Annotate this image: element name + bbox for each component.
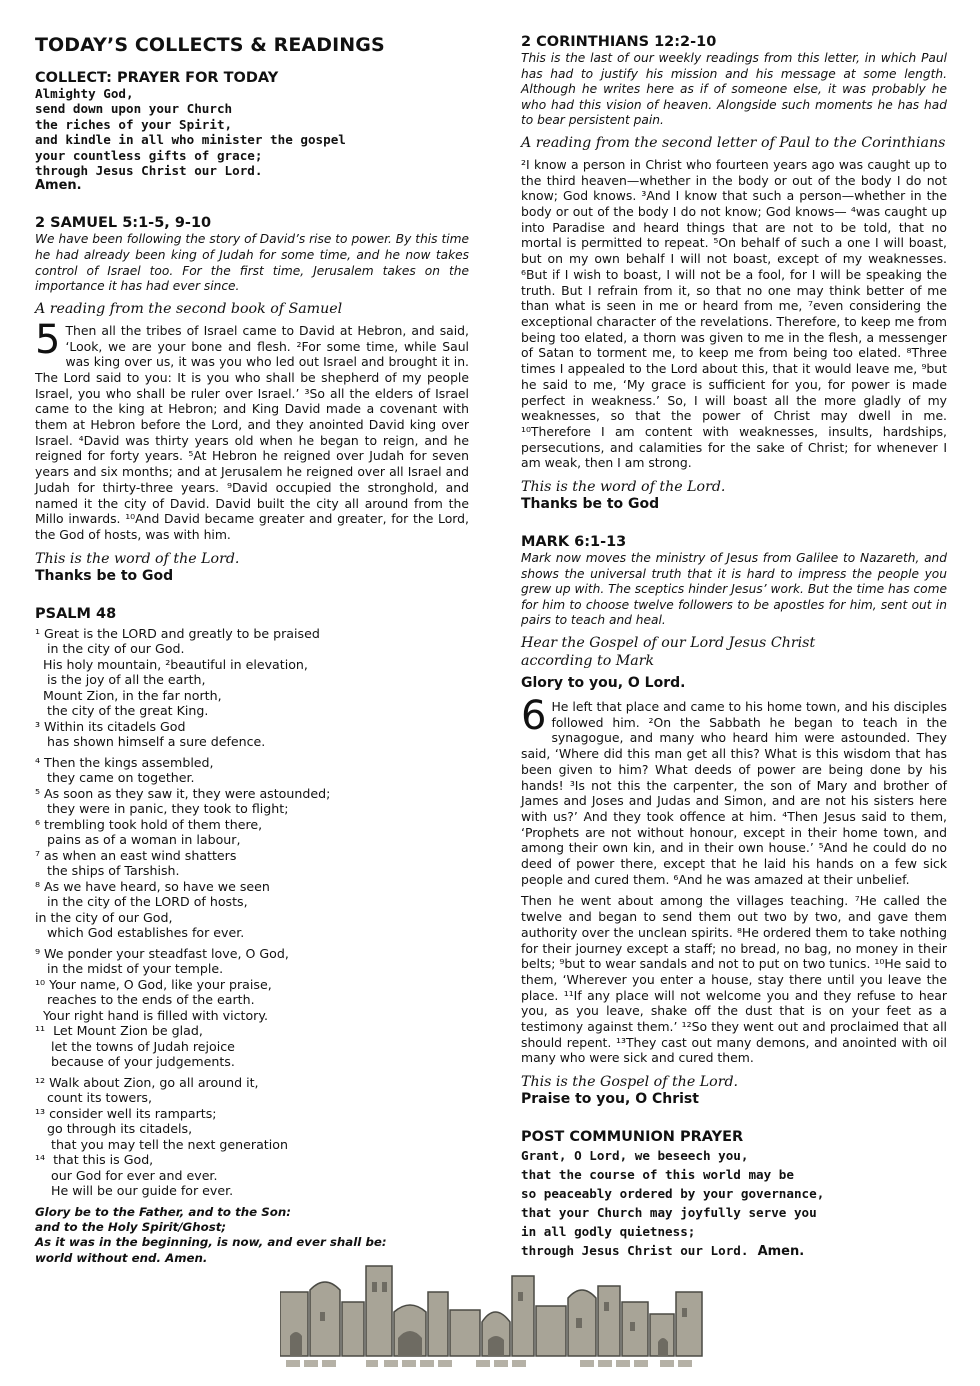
psalm-line: pains as of a woman in labour,	[35, 832, 241, 848]
post-communion-section	[521, 1129, 947, 1259]
samuel-response-1: This is the word of the Lord.	[35, 550, 240, 567]
skyline-building	[450, 1310, 480, 1356]
psalm-line: the ships of Tarshish.	[35, 863, 180, 879]
post-communion-amen: Amen.	[757, 1244, 805, 1260]
psalm-stanza	[35, 626, 469, 750]
psalm-line: has shown himself a sure defence.	[35, 734, 266, 750]
psalm-line: Your right hand is filled with victory.	[35, 1007, 268, 1023]
psalm-line: go through its citadels,	[35, 1121, 193, 1137]
psalm-line: ⁹ We ponder your steadfast love, O God,	[35, 945, 289, 961]
psalm-line: count its towers,	[35, 1090, 152, 1106]
psalm-line: reaches to the ends of the earth.	[35, 992, 255, 1008]
psalm-line: is the joy of all the earth,	[35, 672, 206, 688]
corinthians-response-1: This is the word of the Lord.	[521, 479, 726, 496]
psalm-line: ⁷ as when an east wind shatters	[35, 847, 237, 863]
psalm-line: ¹ Great is the LORD and greatly to be praised	[35, 625, 320, 641]
psalm-line: in the city of the LORD of hosts,	[35, 894, 248, 910]
mark-chapter-number: 6	[521, 693, 547, 739]
mark-section	[521, 534, 947, 1107]
collect-section	[35, 70, 469, 193]
mark-acclaim: Glory to you, O Lord.	[521, 675, 686, 691]
samuel-chapter-number: 5	[35, 316, 61, 363]
psalm-line: ¹³ consider well its ramparts;	[35, 1105, 217, 1121]
psalm-line: ¹¹ Let Mount Zion be glad,	[35, 1023, 203, 1039]
jerusalem-skyline-illustration	[280, 1262, 710, 1372]
psalm-section	[35, 606, 469, 1267]
page-title: TODAY’S COLLECTS & READINGS	[35, 34, 385, 56]
collect-heading: COLLECT: PRAYER FOR TODAY	[35, 70, 279, 86]
psalm-line: in the city of our God,	[35, 909, 173, 925]
skyline-tall-tower	[366, 1266, 392, 1356]
mark-heading: MARK 6:1-13	[521, 534, 627, 551]
corinthians-section	[521, 34, 947, 512]
mark-response-2: Praise to you, O Christ	[521, 1091, 699, 1108]
corinthians-response-2: Thanks be to God	[521, 496, 660, 513]
skyline-building	[536, 1306, 566, 1356]
psalm-stanza	[35, 1075, 469, 1199]
post-communion-heading: POST COMMUNION PRAYER	[521, 1129, 744, 1146]
psalm-line: they were in panic, they took to flight;	[35, 801, 289, 817]
psalm-stanza	[35, 755, 469, 941]
samuel-intro: We have been following the story of David’s rise to power. By this time he had already been king of Judah for some time, and he now takes control of Israel too. For the first time, Jerusalem takes on the importance it has had ever since.	[35, 232, 469, 294]
psalm-heading: PSALM 48	[35, 605, 117, 622]
psalm-line: ⁸ As we have heard, so have we seen	[35, 878, 270, 894]
mark-text-1: He left that place and came to his home town, and his disciples followed him. ²On the Sabbath he began to teach in the synagogue, and many who heard him were astounded. They said, ‘Where did this man get all this? What is this wisdom that has been given to him? What deeds of power are being done by his hands! ³Is not this the carpenter, the son of Mary and brother of James and Joses and Judas and Simon, and are not his sisters here with us?’ And they took offence at him. ⁴Then Jesus said to them, ‘Prophets are not without honour, except in their home town, and among their own kin, and in their own house.’ ⁵And he could do no deed of power there, except that he laid his hands on a few sick people and cured them. ⁶And he was amazed at their unbelief.	[521, 699, 947, 887]
skyline-building	[342, 1302, 364, 1356]
skyline-tower	[598, 1286, 620, 1356]
psalm-line: let the towns of Judah rejoice	[35, 1038, 235, 1054]
psalm-line: ⁴ Then the kings assembled,	[35, 754, 214, 770]
mark-text-2: Then he went about among the villages teaching. ⁷He called the twelve and began to send them out two by two, and gave them authority over the unclean spirits. ⁸He ordered them to take nothing for their journey except a staff; no bread, no bag, no money in their belts; ⁹but to wear sandals and not to put on two tunics. ¹⁰He said to them, ‘Wherever you enter a house, stay there until you leave the place. ¹¹If any place will not welcome you and they refuse to hear you, as you leave, shake off the dust that is on your feet as a testimony against them.’ ¹²So they went out and proclaimed that all should repent. ¹³They cast out many demons, and anointed with oil many who were sick and cured them.	[521, 893, 947, 1066]
skyline-building	[676, 1292, 702, 1356]
skyline-building	[428, 1292, 448, 1356]
psalm-line: our God for ever and ever.	[35, 1167, 218, 1183]
psalm-line: they came on together.	[35, 770, 195, 786]
psalm-body	[35, 626, 469, 1199]
samuel-text: Then all the tribes of Israel came to David at Hebron, and said, ‘Look, we are your bone and flesh. ²For some time, while Saul was king over us, it was you who led out Israel and brought it in. The Lord said to you: It is you who shall be shepherd of my people Israel, you who shall be ruler over Israel.’ ³So all the elders of Israel came to the king at Hebron; and King David made a covenant with them at Hebron before the Lord, and they anointed David king over Israel. ⁴David was thirty years old when he began to reign, and he reigned for forty years. ⁵At Hebron he reigned over Judah for seven years and six months; and at Jerusalem he reigned over all Israel and Judah for thirty-three years. ⁹David occupied the stronghold, and named it the city of David. David built the city all around from the Millo inwards. ¹⁰And David became greater and greater, for the Lord, the God of hosts, was with him.	[35, 322, 469, 542]
corinthians-text: ²I know a person in Christ who fourteen years ago was caught up to the third heaven—whether in the body or out of the body I do not know; God knows. ³And I know that such a person—whether in the body or out of the body I do not know; God knows— ⁴was caught up into Paradise and heard things that are not to be told, that no mortal is permitted to repeat. ⁵On behalf of such a one I will boast, but on my own behalf I will not boast, except of my weaknesses. ⁶But if I wish to boast, I will not be a fool, for I will be speaking the truth. But I refrain from it, so that no one may think better of me than what is seen in me or heard from me, ⁷even considering the exceptional character of the revelations. Therefore, to keep me from being too elated, a thorn was given to me in the flesh, a messenger of Satan to torment me, to keep me from being too elated. ⁸Three times I appealed to the Lord about this, that it would leave me, ⁹but he said to me, ‘My grace is sufficient for you, for power is made perfect in weakness.’ So, I will boast all the more gladly of my weaknesses, so that the power of Christ may dwell in me. ¹⁰Therefore I am content with weaknesses, insults, hardships, persecutions, and calamities for the sake of Christ; for whenever I am weak, then I am strong.	[521, 156, 947, 471]
psalm-line: ³ Within its citadels God	[35, 718, 186, 734]
skyline-tower	[512, 1276, 534, 1356]
psalm-line: ¹² Walk about Zion, go all around it,	[35, 1074, 259, 1090]
psalm-line: ⁶ trembling took hold of them there,	[35, 816, 263, 832]
psalm-line: His holy mountain, ²beautiful in elevation,	[35, 656, 308, 672]
collect-amen: Amen.	[35, 178, 82, 194]
samuel-section	[35, 215, 469, 583]
psalm-line: Mount Zion, in the far north,	[35, 687, 222, 703]
psalm-line: because of your judgements.	[35, 1054, 235, 1070]
psalm-line: in the midst of your temple.	[35, 961, 224, 977]
psalm-line: the city of the great King.	[35, 703, 209, 719]
psalm-line: which God establishes for ever.	[35, 925, 245, 941]
gloria-text: Glory be to the Father, and to the Son: and to the Holy Spirit/Ghost; As it was in the beginning, is now, and ever shall be: world without end. Amen.	[35, 1204, 387, 1265]
psalm-stanza	[35, 946, 469, 1070]
corinthians-heading: 2 CORINTHIANS 12:2-10	[521, 34, 717, 50]
psalm-line: He will be our guide for ever.	[35, 1183, 234, 1199]
corinthians-announce: A reading from the second letter of Paul to the Corinthians	[521, 134, 946, 151]
samuel-heading: 2 SAMUEL 5:1-5, 9-10	[35, 215, 212, 232]
mark-intro: Mark now moves the ministry of Jesus from Galilee to Nazareth, and shows the universal truth that it is hard to impress the people you grew up with. The sceptics hinder Jesus’ work. But the time has come for him to choose twelve followers to be apostles for him, sent out in pairs to teach and heal.	[521, 551, 947, 628]
psalm-line: ¹⁰ Your name, O God, like your praise,	[35, 976, 272, 992]
right-column	[521, 34, 947, 1259]
corinthians-intro: This is the last of our weekly readings from this letter, in which Paul has had to justify his mission and his message at some length. Although he writes here as if of someone else, it was probably he who had this vision of heaven. Alongside such moments he has had to bear persistent pain.	[521, 51, 947, 128]
collect-text: Almighty God, send down upon your Church the riches of your Spirit, and kindle in all who minister the gospel your countless gifts of grace; through Jesus Christ our Lord.	[35, 86, 346, 179]
psalm-line: ¹⁴ that this is God,	[35, 1152, 154, 1168]
samuel-announce: A reading from the second book of Samuel	[35, 300, 343, 317]
samuel-response-2: Thanks be to God	[35, 567, 174, 584]
mark-text-block	[521, 693, 947, 887]
psalm-line: in the city of our God.	[35, 641, 185, 657]
left-column	[35, 34, 469, 1266]
mark-announce: Hear the Gospel of our Lord Jesus Christ according to Mark	[521, 635, 816, 669]
samuel-text-block	[35, 316, 469, 543]
psalm-line: that you may tell the next generation	[35, 1136, 288, 1152]
psalm-line: ⁵ As soon as they saw it, they were astounded;	[35, 785, 331, 801]
mark-response-1: This is the Gospel of the Lord.	[521, 1074, 739, 1091]
post-communion-text: Grant, O Lord, we beseech you, that the course of this world may be so peaceably ordered by your governance, that your Church may joyfully serve you in all godly quietness; through Jesus Christ our Lord.	[521, 1148, 825, 1259]
